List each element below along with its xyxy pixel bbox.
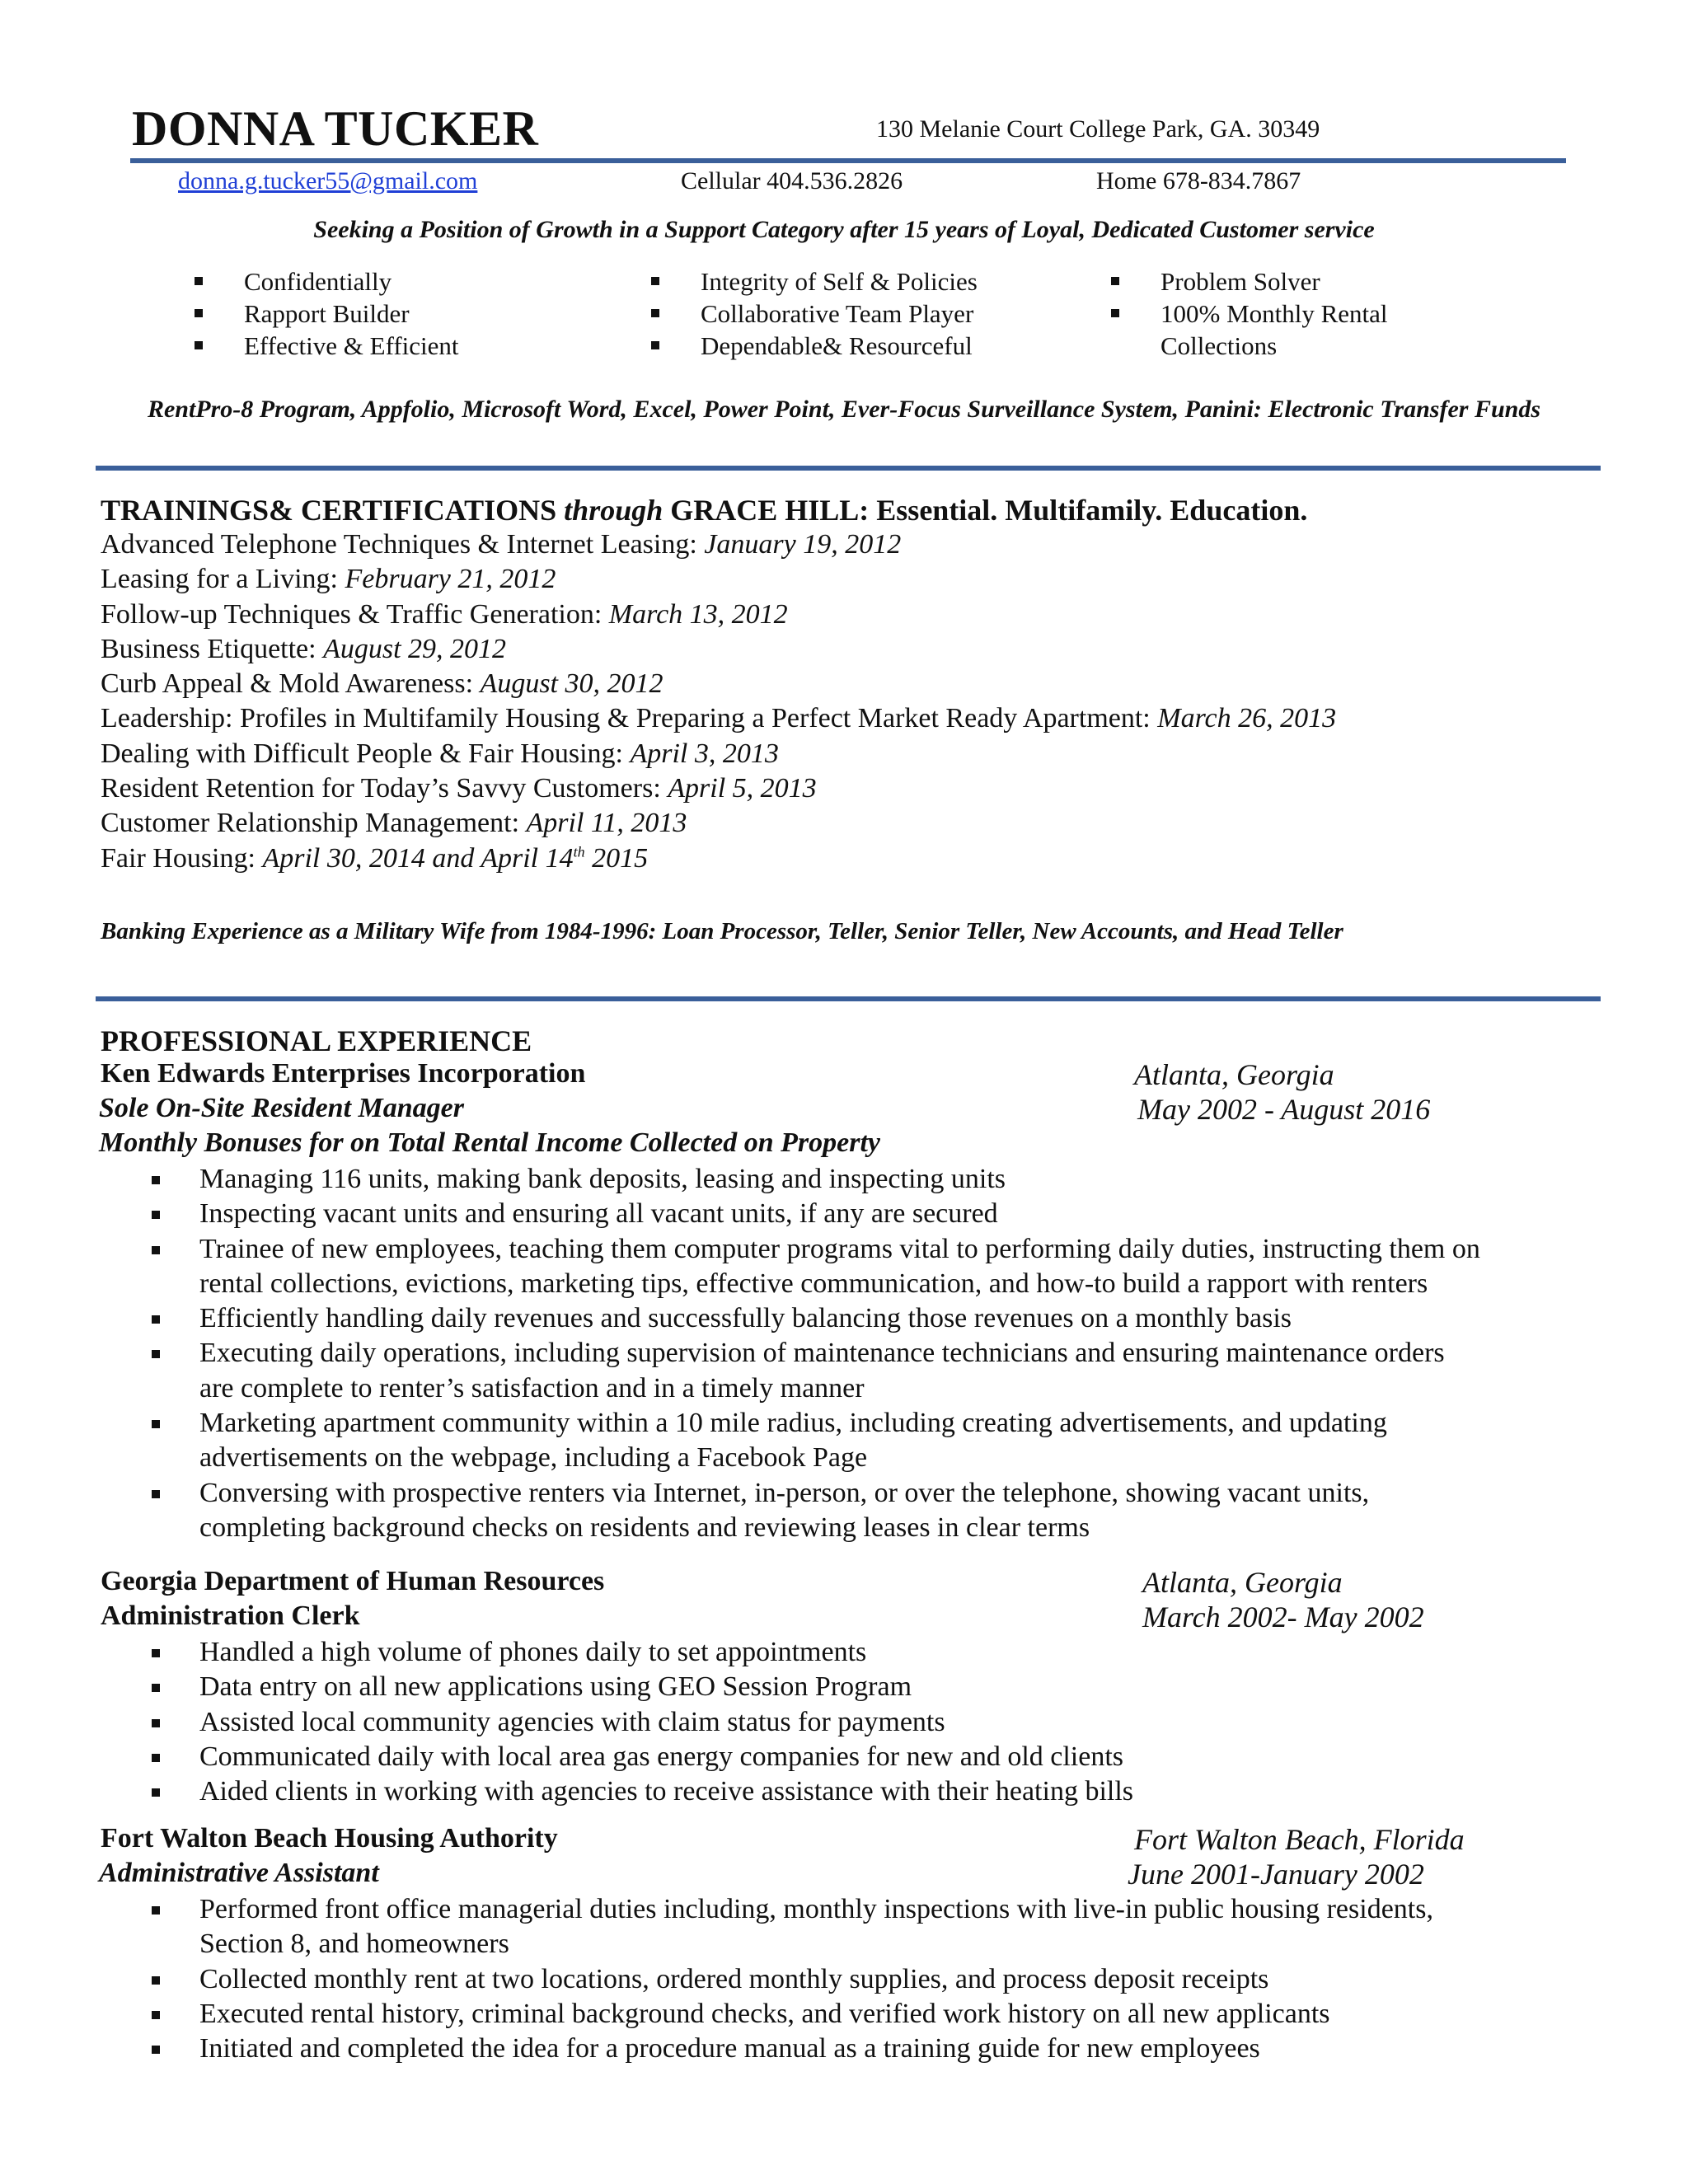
- bullet-square-icon: [152, 1490, 160, 1498]
- job-employer: Ken Edwards Enterprises Incorporation: [101, 1058, 586, 1089]
- list-item: Performed front office managerial duties including, monthly inspections with live-in public housing residents, Section 8, and homeowners: [99, 1892, 1615, 1962]
- list-item: Data entry on all new applications using GEO Session Program: [99, 1670, 1615, 1704]
- bullet-square-icon: [152, 1976, 160, 1985]
- banking-experience: Banking Experience as a Military Wife from 1984-1996: Loan Processor, Teller, Senior Teller, New Accounts, and Head Teller: [101, 918, 1343, 944]
- bullet-square-icon: [152, 1246, 160, 1254]
- experience-heading: PROFESSIONAL EXPERIENCE: [101, 1024, 532, 1057]
- section-rule: [96, 466, 1601, 471]
- skill-item: Rapport Builder: [195, 298, 459, 330]
- list-item: Executed rental history, criminal background checks, and verified work history on all new applicants: [99, 1997, 1615, 2032]
- software-skills: RentPro-8 Program, Appfolio, Microsoft Word, Excel, Power Point, Ever-Focus Surveillance System, Panini: Electronic Transfer Funds: [147, 396, 1541, 423]
- candidate-name: DONNA TUCKER: [132, 101, 539, 156]
- list-item: Conversing with prospective renters via Internet, in-person, or over the telephone, showing vacant units, completing background checks on residents and reviewing leases in clear terms: [99, 1476, 1615, 1546]
- section-rule: [96, 996, 1601, 1001]
- job-note: Monthly Bonuses for on Total Rental Income Collected on Property: [99, 1127, 880, 1158]
- training-item: Leasing for a Living: February 21, 2012: [101, 564, 556, 595]
- job-employer: Fort Walton Beach Housing Authority: [101, 1823, 558, 1854]
- list-item: Initiated and completed the idea for a procedure manual as a training guide for new employees: [99, 2032, 1615, 2066]
- bullet-square-icon: [152, 1649, 160, 1657]
- bullet-square-icon: [152, 1211, 160, 1219]
- bullet-square-icon: [195, 309, 203, 317]
- job-bullets: [99, 1892, 1615, 2066]
- bullet-square-icon: [152, 1315, 160, 1324]
- list-item: Efficiently handling daily revenues and successfully balancing those revenues on a monthly basis: [99, 1301, 1615, 1336]
- bullet-square-icon: [152, 1176, 160, 1184]
- training-item: Resident Retention for Today’s Savvy Customers: April 5, 2013: [101, 773, 817, 804]
- bullet-square-icon: [195, 341, 203, 349]
- address: 130 Melanie Court College Park, GA. 30349: [876, 115, 1320, 143]
- bullet-square-icon: [152, 1788, 160, 1797]
- training-item: Leadership: Profiles in Multifamily Housing & Preparing a Perfect Market Ready Apartment: March 26, 2013: [101, 703, 1337, 734]
- skill-item: Collaborative Team Player: [651, 298, 978, 330]
- job-dates: March 2002- May 2002: [1142, 1601, 1424, 1633]
- job-dates: June 2001-January 2002: [1128, 1858, 1424, 1891]
- job-bullets: [99, 1635, 1615, 1809]
- bullet-square-icon: [651, 309, 659, 317]
- cellular-phone: Cellular 404.536.2826: [681, 167, 903, 194]
- job-title: Administrative Assistant: [99, 1858, 379, 1888]
- bullet-square-icon: [152, 2046, 160, 2054]
- list-item: Executing daily operations, including supervision of maintenance technicians and ensuring maintenance orders are complete to renter’s satisfaction and in a timely manner: [99, 1336, 1615, 1406]
- trainings-heading: TRAININGS& CERTIFICATIONS through GRACE HILL: Essential. Multifamily. Education.: [101, 494, 1308, 527]
- email-link[interactable]: donna.g.tucker55@gmail.com: [178, 167, 478, 194]
- list-item: Marketing apartment community within a 10 mile radius, including creating advertisements, and updating advertisements on the webpage, including a Facebook Page: [99, 1406, 1615, 1476]
- job-dates: May 2002 - August 2016: [1137, 1093, 1431, 1126]
- list-item: Handled a high volume of phones daily to set appointments: [99, 1635, 1615, 1670]
- bullet-square-icon: [152, 1719, 160, 1727]
- training-item: Customer Relationship Management: April 11, 2013: [101, 808, 687, 839]
- header-rule: [130, 158, 1566, 163]
- job-location: Atlanta, Georgia: [1134, 1058, 1334, 1091]
- job-title: Administration Clerk: [101, 1601, 360, 1631]
- list-item: Assisted local community agencies with claim status for payments: [99, 1705, 1615, 1740]
- list-item: Inspecting vacant units and ensuring all vacant units, if any are secured: [99, 1197, 1615, 1231]
- bullet-square-icon: [1111, 277, 1119, 285]
- bullet-square-icon: [152, 1754, 160, 1762]
- training-item: Fair Housing: April 30, 2014 and April 14th 2015: [101, 842, 649, 874]
- bullet-square-icon: [651, 277, 659, 285]
- training-item: Advanced Telephone Techniques & Internet Leasing: January 19, 2012: [101, 529, 902, 560]
- list-item: Trainee of new employees, teaching them computer programs vital to performing daily duties, instructing them on rental collections, evictions, marketing tips, effective communication, and how-to build a rapport with renters: [99, 1232, 1615, 1302]
- skill-item: Problem Solver: [1111, 265, 1388, 298]
- bullet-square-icon: [1111, 309, 1119, 317]
- training-item: Business Etiquette: August 29, 2012: [101, 633, 507, 664]
- job-location: Atlanta, Georgia: [1142, 1566, 1343, 1599]
- bullet-square-icon: [152, 2011, 160, 2019]
- objective-statement: Seeking a Position of Growth in a Support Category after 15 years of Loyal, Dedicated Customer service: [313, 216, 1375, 243]
- skill-item: Integrity of Self & Policies: [651, 265, 978, 298]
- list-item: Communicated daily with local area gas energy companies for new and old clients: [99, 1740, 1615, 1774]
- skill-item: Collections: [1160, 331, 1278, 360]
- training-item: Dealing with Difficult People & Fair Housing: April 3, 2013: [101, 738, 779, 769]
- training-item: Follow-up Techniques & Traffic Generation: March 13, 2012: [101, 598, 788, 630]
- bullet-square-icon: [152, 1420, 160, 1428]
- bullet-square-icon: [152, 1350, 160, 1358]
- bullet-square-icon: [152, 1906, 160, 1915]
- skills-column-2: [651, 265, 978, 362]
- skill-item: Dependable& Resourceful: [651, 330, 978, 362]
- job-location: Fort Walton Beach, Florida: [1134, 1823, 1465, 1856]
- skills-column-3: [1111, 265, 1388, 362]
- bullet-square-icon: [152, 1684, 160, 1692]
- job-title: Sole On-Site Resident Manager: [99, 1093, 464, 1123]
- home-phone: Home 678-834.7867: [1096, 167, 1301, 194]
- skill-item: 100% Monthly Rental: [1111, 298, 1388, 330]
- list-item: Aided clients in working with agencies to receive assistance with their heating bills: [99, 1774, 1615, 1809]
- bullet-square-icon: [195, 277, 203, 285]
- skill-item: Confidentially: [195, 265, 459, 298]
- list-item: Collected monthly rent at two locations, ordered monthly supplies, and process deposit receipts: [99, 1962, 1615, 1997]
- job-bullets: [99, 1162, 1615, 1545]
- training-item: Curb Appeal & Mold Awareness: August 30, 2012: [101, 668, 663, 700]
- bullet-square-icon: [651, 341, 659, 349]
- trainings-list: [101, 527, 1336, 876]
- skill-item: Effective & Efficient: [195, 330, 459, 362]
- job-employer: Georgia Department of Human Resources: [101, 1566, 605, 1596]
- list-item: Managing 116 units, making bank deposits, leasing and inspecting units: [99, 1162, 1615, 1197]
- skills-column-1: [195, 265, 459, 362]
